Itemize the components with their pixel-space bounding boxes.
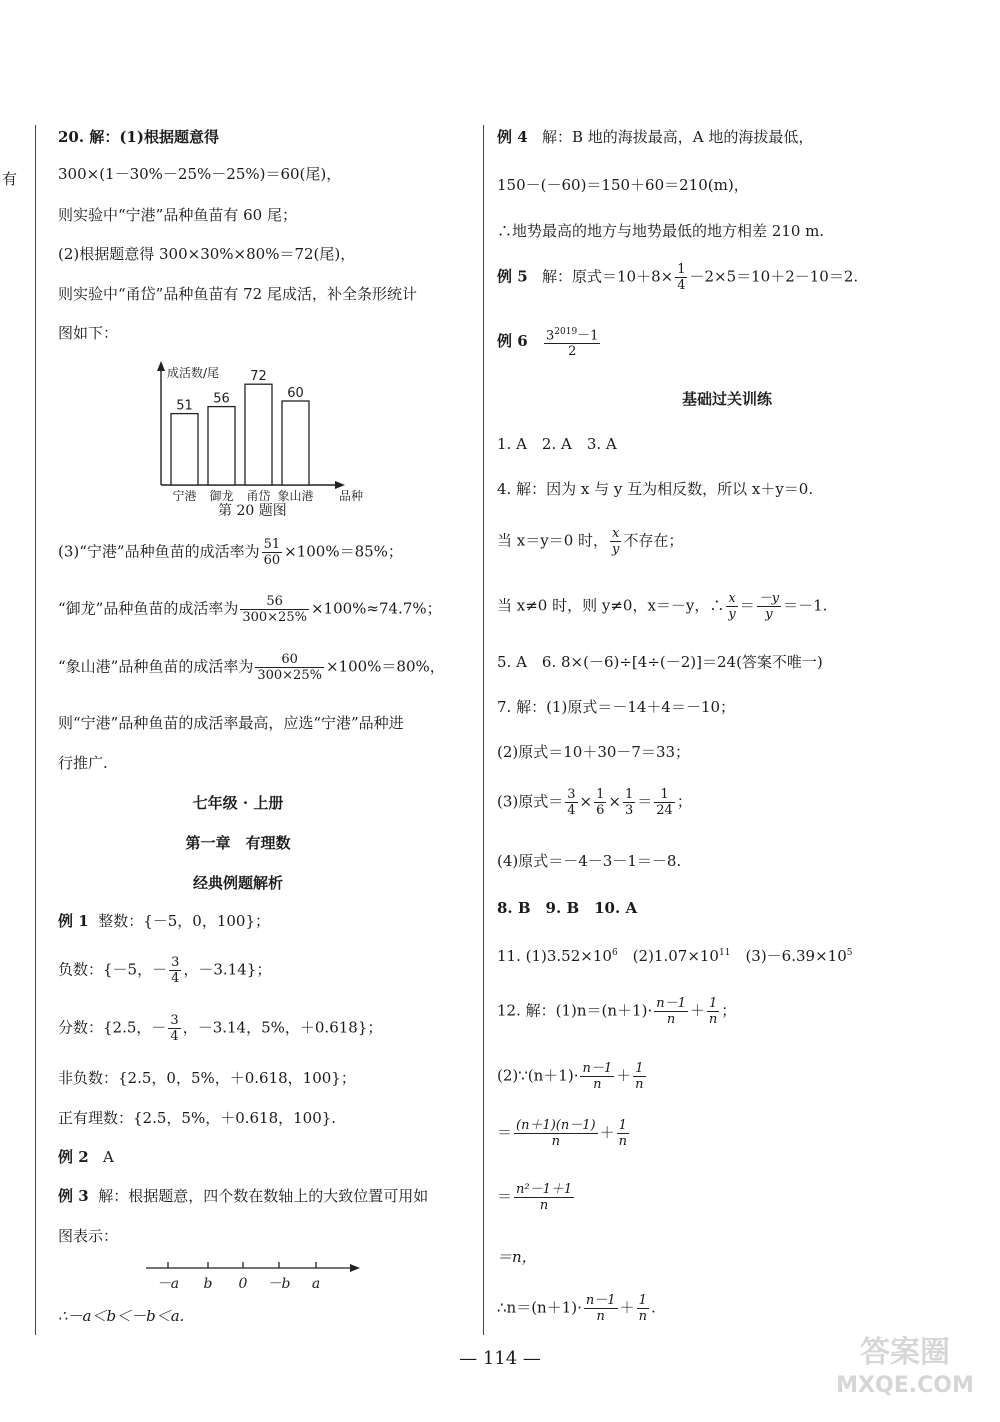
category-label-宁港: 宁港 [172, 489, 197, 503]
q20-xiangshan: “象山港”品种鱼苗的成活率为 $\frac{60}{300\times 25\%}$ ×100%＝80%， [58, 652, 445, 683]
category-label-甬岱: 甬岱 [246, 489, 271, 503]
tick-label-0: －a [156, 1276, 180, 1292]
bar-value-甬岱: 72 [250, 369, 267, 385]
q5-6: 5. A 6. 8×(－6)÷[4÷(－2)]＝24(答案不唯一) [497, 653, 823, 671]
ex1-neg: 负数：{－5，－ $\frac{3}{4}$ ，－3.14}； [58, 955, 272, 986]
q12-1: 12. 解：(1)n＝(n＋1)· $\frac{n-1}{n}$ ＋ $\frac{1}{n}$ ； [497, 996, 737, 1027]
q20-line5: 图如下： [58, 324, 119, 342]
number-line-arrow [350, 1264, 360, 1272]
ex3-conclusion: ∴－a＜b＜－b＜a. [58, 1307, 185, 1325]
q4-case1: 当 x＝y＝0 时， $\frac{x}{y}$ 不存在； [497, 526, 684, 557]
ex1-posrat: 正有理数：{2.5，5%，＋0.618，100}. [58, 1109, 337, 1127]
q20-line4: 则实验中“甬岱”品种鱼苗有 72 尾成活，补全条形统计 [58, 285, 417, 303]
tick-label-4: a [311, 1276, 321, 1292]
q4-text: 4. 解：因为 x 与 y 互为相反数，所以 x＋y＝0. [497, 480, 814, 498]
ex4-calc: 150－(－60)＝150＋60＝210(m)， [497, 176, 749, 194]
number-line [146, 1258, 366, 1298]
q20-concl2: 行推广. [58, 754, 108, 772]
q12-2: (2)∵(n＋1)· $\frac{n-1}{n}$ ＋ $\frac{1}{n}$ [497, 1061, 644, 1092]
column-divider [483, 125, 484, 1335]
grade-heading: 七年级 · 上册 [192, 794, 284, 812]
ex6: 例 6 $\frac{3^{2019}-1}{2}$ [497, 327, 599, 360]
ex2: 例 2 A [58, 1148, 114, 1166]
q12-5: ＝n， [497, 1248, 537, 1266]
right-column [497, 0, 977, 1340]
ex1-frac: 分数：{2.5，－ $\frac{3}{4}$ ，－3.14，5%，＋0.618}； [58, 1013, 383, 1044]
q7-1: 7. 解：(1)原式＝－14＋4＝－10； [497, 698, 736, 716]
q4-case2: 当 x≠0 时，则 y≠0，x＝－y，∴ $\frac{x}{y}$ ＝ $\frac{-y}{y}$ ＝－1. [497, 591, 828, 622]
ex3-line1: 例 3 解：根据题意，四个数在数轴上的大致位置可用如 [58, 1187, 429, 1205]
ex5: 例 5 解：原式＝10＋8× $\frac{1}{4}$ －2×5＝10＋2－10＝2. [497, 262, 859, 293]
y-axis-arrow [157, 361, 165, 371]
margin-char: 有 [2, 170, 18, 188]
section-heading: 经典例题解析 [192, 874, 283, 892]
answers-1-3: 1. A 2. A 3. A [497, 435, 617, 453]
y-axis-label: 成活数/尾 [167, 366, 220, 380]
svg-text:MXQE.COM: MXQE.COM [836, 1373, 974, 1398]
ex1-int: 例 1 整数：{－5，0，100}； [58, 912, 271, 930]
watermark-logo [830, 1320, 980, 1405]
x-axis-label: 品种 [338, 489, 364, 503]
bar-象山港 [282, 401, 309, 485]
ex3-line2: 图表示： [58, 1227, 119, 1245]
q11: 11. $(1)3.52\times 10^6$ $(2)1.07\times 10^{11}$ $(3)-6.39\times 10^5$ [497, 947, 853, 965]
x-axis-arrow [335, 481, 345, 489]
ex4-concl: ∴地势最高的地方与地势最低的地方相差 210 m. [497, 222, 825, 240]
q20-line2: 则实验中“宁港”品种鱼苗有 60 尾； [58, 206, 297, 224]
left-rule [35, 125, 36, 1335]
q12-6: ∴n＝(n＋1)· $\frac{n-1}{n}$ ＋ $\frac{1}{n}$ . [497, 1293, 656, 1324]
bar-value-御龙: 56 [213, 391, 230, 407]
bar-宁港 [171, 414, 198, 485]
bar-御龙 [208, 407, 235, 485]
q8-10: 8. B 9. B 10. A [497, 899, 638, 917]
ex4-line1: 例 4 解：B 地的海拔最高，A 地的海拔最低， [497, 128, 814, 146]
chapter-heading: 第一章 有理数 [185, 834, 291, 852]
q20-concl1: 则“宁港”品种鱼苗的成活率最高，应选“宁港”品种进 [58, 714, 404, 732]
q20-title: 20. 解：(1)根据题意得 [58, 128, 219, 146]
chart-caption: 第 20 题图 [218, 503, 287, 519]
bar-value-宁港: 51 [176, 398, 193, 414]
svg-text:答案圈: 答案圈 [860, 1335, 950, 1370]
q20-calc1: 300×(1－30%－25%－25%)＝60(尾)， [58, 165, 342, 183]
left-column [58, 0, 468, 1340]
tick-label-3: －b [267, 1276, 291, 1292]
section2-heading: 基础过关训练 [681, 390, 772, 408]
q12-3: ＝ $\frac{(n+1)(n-1)}{n}$ ＋ $\frac{1}{n}$ [497, 1118, 627, 1149]
q20-line3: (2)根据题意得 300×30%×80%＝72(尾)， [58, 245, 356, 263]
tick-label-1: b [203, 1276, 213, 1292]
q7-4: (4)原式＝－4－3－1＝－8. [497, 852, 682, 870]
q20-yulong: “御龙”品种鱼苗的成活率为 $\frac{56}{300\times 25\%}$ ×100%≈74.7%； [58, 594, 442, 625]
tick-label-2: 0 [238, 1276, 248, 1292]
page-number: — 114 — [459, 1348, 541, 1369]
category-label-御龙: 御龙 [209, 489, 234, 503]
q7-3: (3)原式＝ $\frac{3}{4}$ × $\frac{1}{6}$ × $\frac{1}{3}$ ＝ $\frac{1}{24}$ ； [497, 787, 692, 818]
q20-p3: (3)“宁港”品种鱼苗的成活率为 $\frac{51}{60}$ ×100%＝85%； [58, 537, 403, 568]
ex1-nonneg: 非负数：{2.5，0，5%，＋0.618，100}； [58, 1069, 356, 1087]
bar-甬岱 [245, 384, 272, 485]
q7-2: (2)原式＝10＋30－7＝33； [497, 743, 691, 761]
q12-4: ＝ $\frac{\text{n²－1＋1}}{n}$ [497, 1182, 573, 1213]
bar-value-象山港: 60 [287, 386, 304, 401]
category-label-象山港: 象山港 [277, 489, 314, 503]
